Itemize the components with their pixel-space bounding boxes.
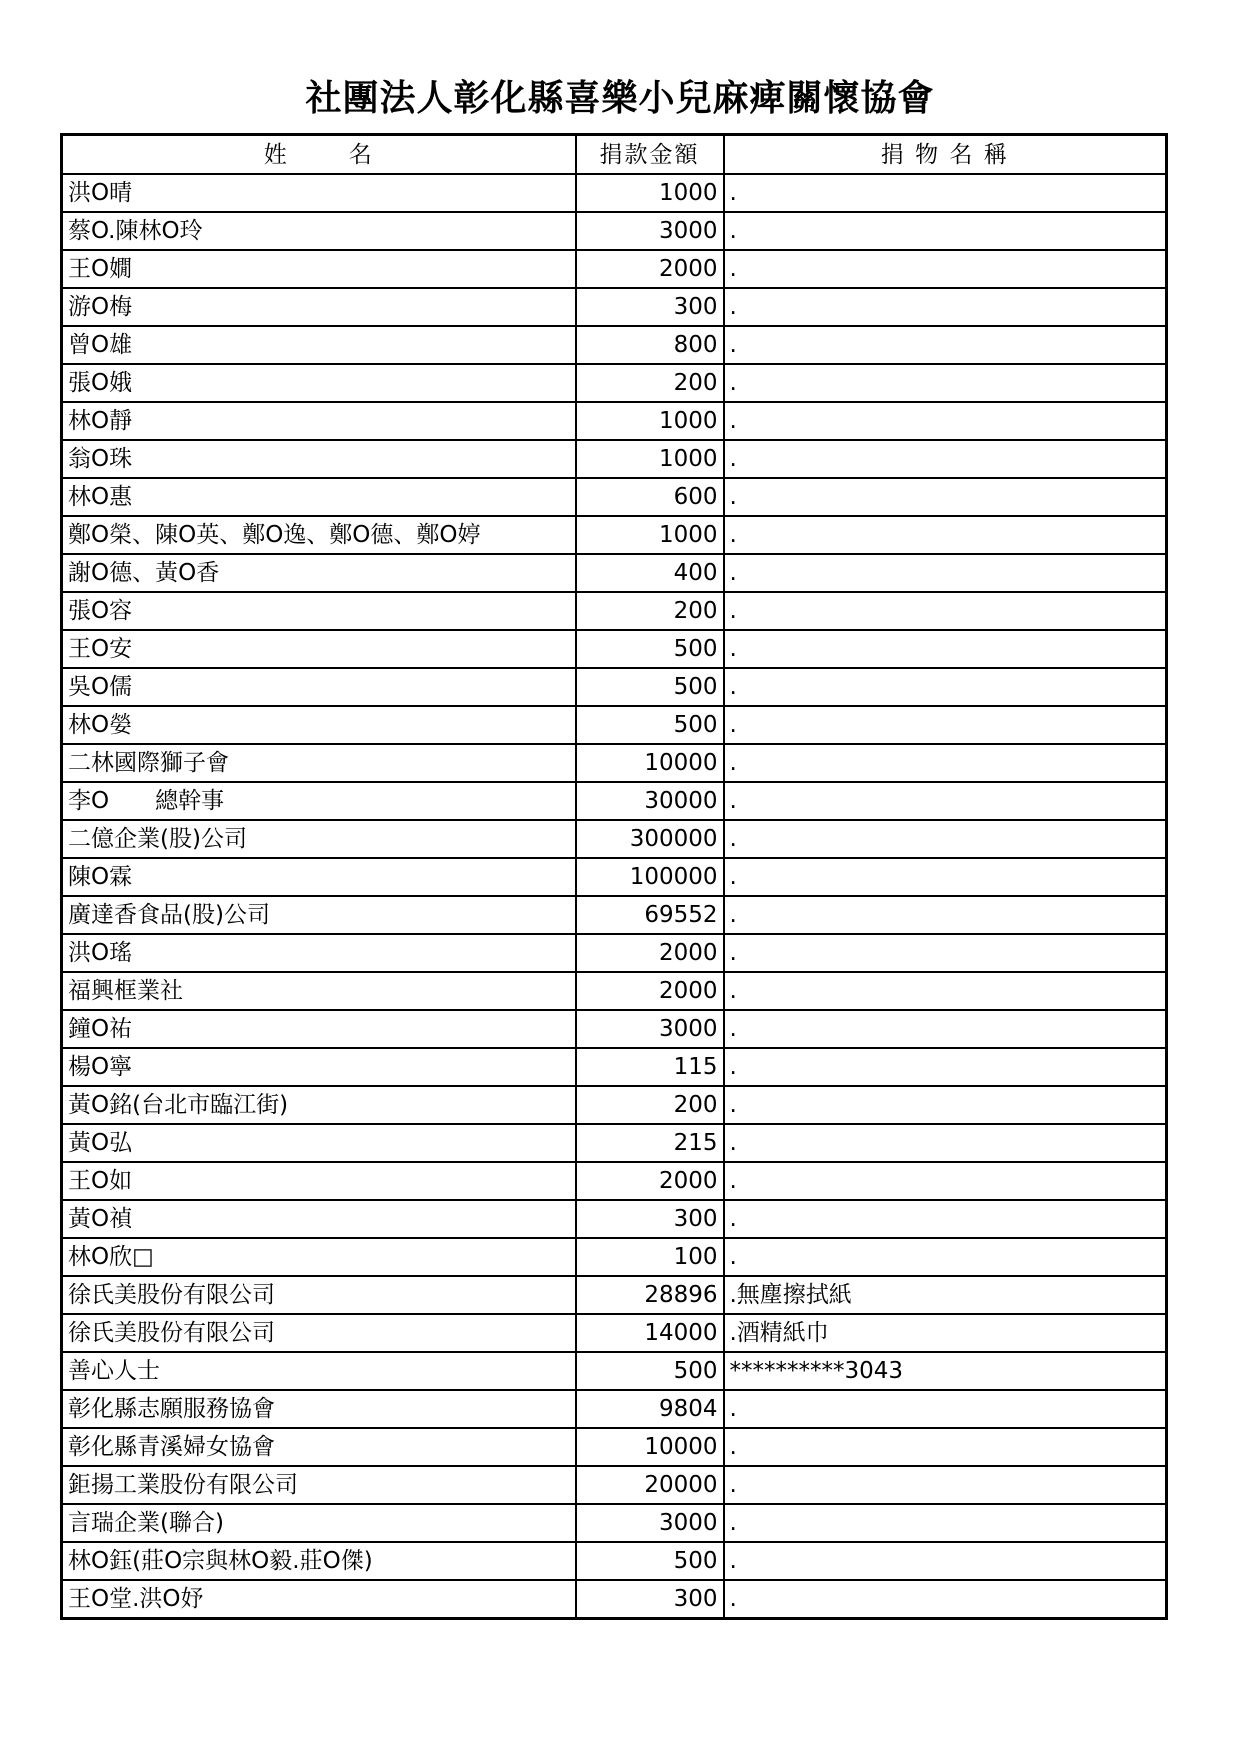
donor-name-cell: 吳O儒 [62, 668, 576, 706]
donor-name-cell: 黃O禎 [62, 1200, 576, 1238]
donated-item-cell: . [724, 250, 1167, 288]
table-row [62, 1428, 1167, 1466]
donated-item-cell: . [724, 326, 1167, 364]
table-row [62, 934, 1167, 972]
donation-amount-cell: 9804 [576, 1390, 724, 1428]
table-row [62, 1162, 1167, 1200]
donor-name-cell: 彰化縣志願服務協會 [62, 1390, 576, 1428]
table-row [62, 1352, 1167, 1390]
donation-amount-cell: 28896 [576, 1276, 724, 1314]
document-title: 社團法人彰化縣喜樂小兒麻痺關懷協會 [305, 78, 935, 119]
donated-item-cell: . [724, 1428, 1167, 1466]
donation-amount-cell: 3000 [576, 212, 724, 250]
table-row [62, 440, 1167, 478]
donated-item-cell: . [724, 896, 1167, 934]
donor-name-cell: 楊O寧 [62, 1048, 576, 1086]
donation-amount-cell: 300 [576, 288, 724, 326]
donor-name-cell: 黃O弘 [62, 1124, 576, 1162]
donated-item-cell: . [724, 288, 1167, 326]
donor-name-cell: 彰化縣青溪婦女協會 [62, 1428, 576, 1466]
donated-item-cell: . [724, 1200, 1167, 1238]
donated-item-cell: . [724, 1580, 1167, 1619]
table-row [62, 478, 1167, 516]
donation-amount-cell: 2000 [576, 934, 724, 972]
donation-amount-cell: 69552 [576, 896, 724, 934]
donated-item-cell: . [724, 858, 1167, 896]
donor-name-cell: 鄭O榮、陳O英、鄭O逸、鄭O德、鄭O婷 [62, 516, 576, 554]
donated-item-cell: . [724, 1162, 1167, 1200]
donor-name-cell: 蔡O.陳林O玲 [62, 212, 576, 250]
donation-amount-cell: 200 [576, 364, 724, 402]
donated-item-cell: . [724, 1542, 1167, 1580]
donation-amount-cell: 200 [576, 1086, 724, 1124]
donation-amount-cell: 100000 [576, 858, 724, 896]
donation-amount-cell: 3000 [576, 1504, 724, 1542]
table-row [62, 706, 1167, 744]
donation-table [60, 133, 1168, 1620]
column-header-name: 姓 名 [62, 135, 576, 175]
donated-item-cell: . [724, 1466, 1167, 1504]
donation-amount-cell: 200 [576, 592, 724, 630]
donor-name-cell: 王O嫺 [62, 250, 576, 288]
donated-item-cell: . [724, 478, 1167, 516]
donated-item-cell: . [724, 972, 1167, 1010]
table-row [62, 1010, 1167, 1048]
donated-item-cell: .無塵擦拭紙 [724, 1276, 1167, 1314]
donated-item-cell: . [724, 516, 1167, 554]
donated-item-cell: . [724, 402, 1167, 440]
donation-amount-cell: 2000 [576, 972, 724, 1010]
donor-name-cell: 善心人士 [62, 1352, 576, 1390]
donation-amount-cell: 115 [576, 1048, 724, 1086]
donation-amount-cell: 500 [576, 1352, 724, 1390]
table-row [62, 1580, 1167, 1619]
donor-name-cell: 徐氏美股份有限公司 [62, 1276, 576, 1314]
table-row [62, 1048, 1167, 1086]
donation-amount-cell: 400 [576, 554, 724, 592]
donor-name-cell: 徐氏美股份有限公司 [62, 1314, 576, 1352]
donated-item-cell: . [724, 1048, 1167, 1086]
donor-name-cell: 林O靜 [62, 402, 576, 440]
donation-amount-cell: 2000 [576, 250, 724, 288]
table-row [62, 250, 1167, 288]
donation-amount-cell: 14000 [576, 1314, 724, 1352]
donor-name-cell: 福興框業社 [62, 972, 576, 1010]
donation-amount-cell: 3000 [576, 1010, 724, 1048]
table-row [62, 1542, 1167, 1580]
donor-name-cell: 二億企業(股)公司 [62, 820, 576, 858]
donated-item-cell: . [724, 820, 1167, 858]
donation-amount-cell: 20000 [576, 1466, 724, 1504]
table-row [62, 554, 1167, 592]
table-row [62, 1200, 1167, 1238]
donated-item-cell: . [724, 440, 1167, 478]
donation-amount-cell: 600 [576, 478, 724, 516]
donor-name-cell: 曾O雄 [62, 326, 576, 364]
table-row [62, 744, 1167, 782]
donated-item-cell: . [724, 744, 1167, 782]
donation-amount-cell: 500 [576, 706, 724, 744]
table-row [62, 1466, 1167, 1504]
donation-amount-cell: 1000 [576, 174, 724, 212]
donation-amount-cell: 215 [576, 1124, 724, 1162]
table-header-row [62, 135, 1167, 175]
donation-amount-cell: 500 [576, 1542, 724, 1580]
donated-item-cell: . [724, 706, 1167, 744]
donation-amount-cell: 1000 [576, 402, 724, 440]
donor-name-cell: 林O嫈 [62, 706, 576, 744]
table-row [62, 1276, 1167, 1314]
donation-amount-cell: 10000 [576, 1428, 724, 1466]
table-row [62, 212, 1167, 250]
donor-name-cell: 李O 總幹事 [62, 782, 576, 820]
donated-item-cell: **********3043 [724, 1352, 1167, 1390]
table-row [62, 1390, 1167, 1428]
donation-amount-cell: 1000 [576, 440, 724, 478]
donor-name-cell: 林O欣□ [62, 1238, 576, 1276]
donation-amount-cell: 300000 [576, 820, 724, 858]
donor-name-cell: 王O安 [62, 630, 576, 668]
donation-amount-cell: 300 [576, 1580, 724, 1619]
donor-name-cell: 洪O晴 [62, 174, 576, 212]
donor-name-cell: 黃O銘(台北市臨江街) [62, 1086, 576, 1124]
donated-item-cell: . [724, 1504, 1167, 1542]
donated-item-cell: .酒精紙巾 [724, 1314, 1167, 1352]
donated-item-cell: . [724, 1010, 1167, 1048]
table-row [62, 174, 1167, 212]
donor-name-cell: 林O惠 [62, 478, 576, 516]
table-row [62, 1504, 1167, 1542]
donation-amount-cell: 100 [576, 1238, 724, 1276]
donor-name-cell: 翁O珠 [62, 440, 576, 478]
donor-name-cell: 廣達香食品(股)公司 [62, 896, 576, 934]
donated-item-cell: . [724, 174, 1167, 212]
table-row [62, 896, 1167, 934]
table-row [62, 782, 1167, 820]
table-row [62, 1086, 1167, 1124]
donor-name-cell: 鐘O祐 [62, 1010, 576, 1048]
donor-name-cell: 張O容 [62, 592, 576, 630]
donor-name-cell: 林O鈺(莊O宗與林O毅.莊O傑) [62, 1542, 576, 1580]
table-row [62, 972, 1167, 1010]
donated-item-cell: . [724, 212, 1167, 250]
donated-item-cell: . [724, 630, 1167, 668]
table-row [62, 402, 1167, 440]
donation-amount-cell: 300 [576, 1200, 724, 1238]
donation-amount-cell: 500 [576, 630, 724, 668]
table-row [62, 858, 1167, 896]
donated-item-cell: . [724, 668, 1167, 706]
donor-name-cell: 游O梅 [62, 288, 576, 326]
donation-amount-cell: 800 [576, 326, 724, 364]
donation-amount-cell: 2000 [576, 1162, 724, 1200]
donation-amount-cell: 10000 [576, 744, 724, 782]
table-row [62, 1124, 1167, 1162]
table-row [62, 326, 1167, 364]
donated-item-cell: . [724, 554, 1167, 592]
donated-item-cell: . [724, 1086, 1167, 1124]
donated-item-cell: . [724, 1238, 1167, 1276]
donated-item-cell: . [724, 592, 1167, 630]
donor-name-cell: 陳O霖 [62, 858, 576, 896]
table-row [62, 516, 1167, 554]
donated-item-cell: . [724, 934, 1167, 972]
donated-item-cell: . [724, 364, 1167, 402]
donor-name-cell: 二林國際獅子會 [62, 744, 576, 782]
column-header-amount: 捐款金額 [576, 135, 724, 175]
donor-name-cell: 洪O瑤 [62, 934, 576, 972]
donation-amount-cell: 500 [576, 668, 724, 706]
donor-name-cell: 言瑞企業(聯合) [62, 1504, 576, 1542]
table-row [62, 1238, 1167, 1276]
donated-item-cell: . [724, 1390, 1167, 1428]
column-header-item: 捐 物 名 稱 [724, 135, 1167, 175]
donation-amount-cell: 30000 [576, 782, 724, 820]
donated-item-cell: . [724, 782, 1167, 820]
table-row [62, 1314, 1167, 1352]
donor-name-cell: 鉅揚工業股份有限公司 [62, 1466, 576, 1504]
table-row [62, 364, 1167, 402]
table-row [62, 820, 1167, 858]
donated-item-cell: . [724, 1124, 1167, 1162]
donation-amount-cell: 1000 [576, 516, 724, 554]
donor-name-cell: 謝O德、黃O香 [62, 554, 576, 592]
table-row [62, 668, 1167, 706]
donor-name-cell: 王O堂.洪O妤 [62, 1580, 576, 1619]
donor-name-cell: 王O如 [62, 1162, 576, 1200]
table-row [62, 592, 1167, 630]
table-row [62, 630, 1167, 668]
table-row [62, 288, 1167, 326]
donor-name-cell: 張O娥 [62, 364, 576, 402]
